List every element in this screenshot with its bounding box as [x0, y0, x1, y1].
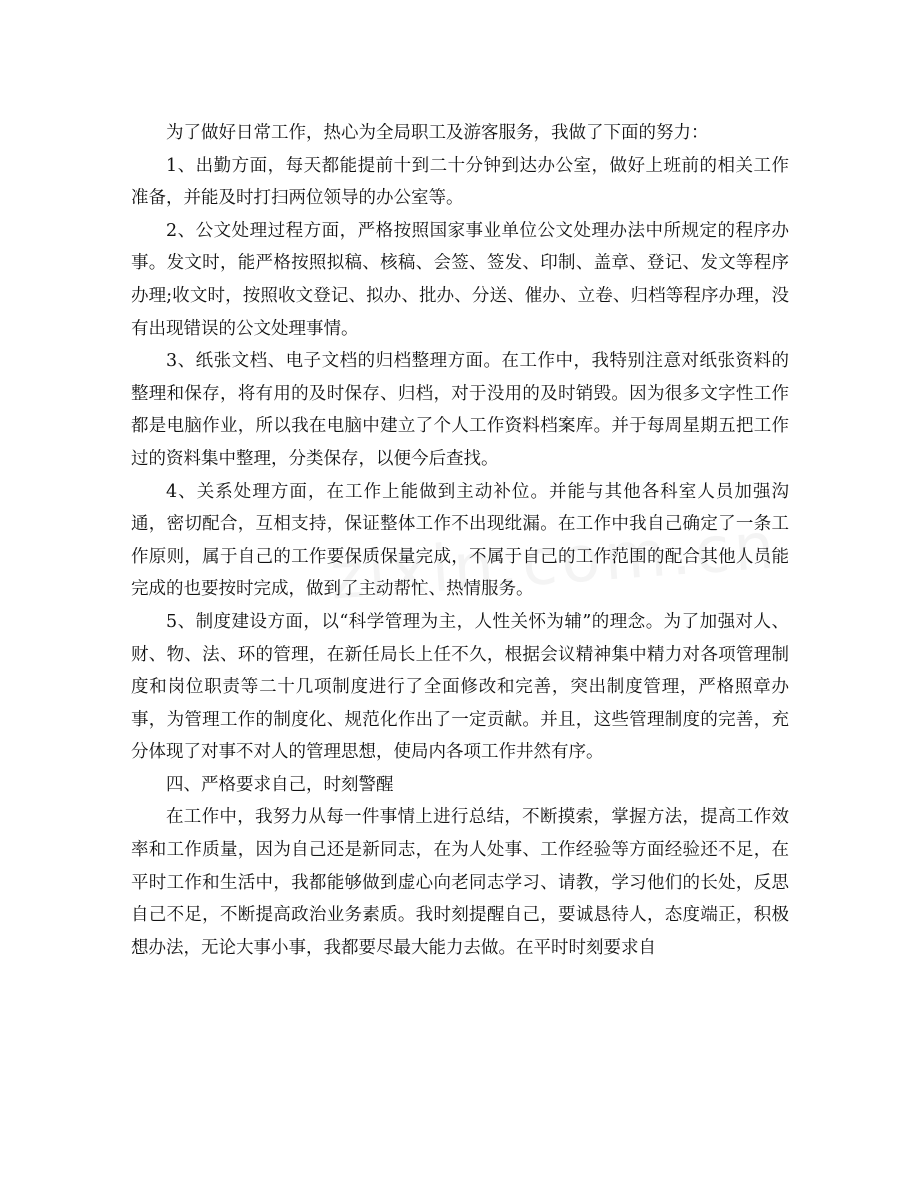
paragraph-system-building: 5、制度建设方面，以“科学管理为主，人性关怀为辅”的理念。为了加强对人、财、物、法、环的管理，在新任局长上任不久，根据会议精神集中精力对各项管理制度和岗位职责等二十几项制度进行了全面修改和完善，突出制度管理，严格照章办事，为管理工作的制度化、规范化作出了一定贡献。并且，这些管理制度的完善，充分体现了对事不对人的管理思想，使局内各项工作井然有序。 [131, 611, 789, 763]
paragraph-attendance: 1、出勤方面，每天都能提前十到二十分钟到达办公室，做好上班前的相关工作准备，并能及时打扫两位领导的办公室等。 [131, 155, 789, 209]
section-heading: 四、严格要求自己，时刻警醒 [166, 774, 394, 795]
paragraph-document-handling: 2、公文处理过程方面，严格按照国家事业单位公文处理办法中所规定的程序办事。发文时，能严格按照拟稿、核稿、会签、签发、印制、盖章、登记、发文等程序办理;收文时，按照收文登记、拟办、批办、分送、催办、立卷、归档等程序办理，没有出现错误的公文处理事情。 [131, 220, 789, 339]
paragraph-intro: 为了做好日常工作，热心为全局职工及游客服务，我做了下面的努力： [166, 123, 709, 143]
paragraph-relations: 4、关系处理方面，在工作上能做到主动补位。并能与其他各科室人员加强沟通，密切配合，互相支持，保证整体工作不出现纰漏。在工作中我自己确定了一条工作原则，属于自己的工作要保质保量完成，不属于自己的工作范围的配合其他人员能完成的也要按时完成，做到了主动帮忙、热情服务。 [131, 481, 789, 600]
paragraph-self-discipline: 在工作中，我努力从每一件事情上进行总结，不断摸索，掌握方法，提高工作效率和工作质量，因为自己还是新同志，在为人处事、工作经验等方面经验还不足，在平时工作和生活中，我都能够做到虚心向老同志学习、请教，学习他们的长处，反思自己不足，不断提高政治业务素质。我时刻提醒自己，要诚恳待人，态度端正，积极想办法，无论大事小事，我都要尽最大能力去做。在平时时刻要求自 [131, 807, 789, 958]
document-body [131, 117, 789, 964]
paragraph-archiving: 3、纸张文档、电子文档的归档整理方面。在工作中，我特别注意对纸张资料的整理和保存，将有用的及时保存、归档，对于没用的及时销毁。因为很多文字性工作都是电脑作业，所以我在电脑中建立了个人工作资料档案库。并于每周星期五把工作过的资料集中整理，分类保存，以便今后查找。 [131, 351, 789, 469]
